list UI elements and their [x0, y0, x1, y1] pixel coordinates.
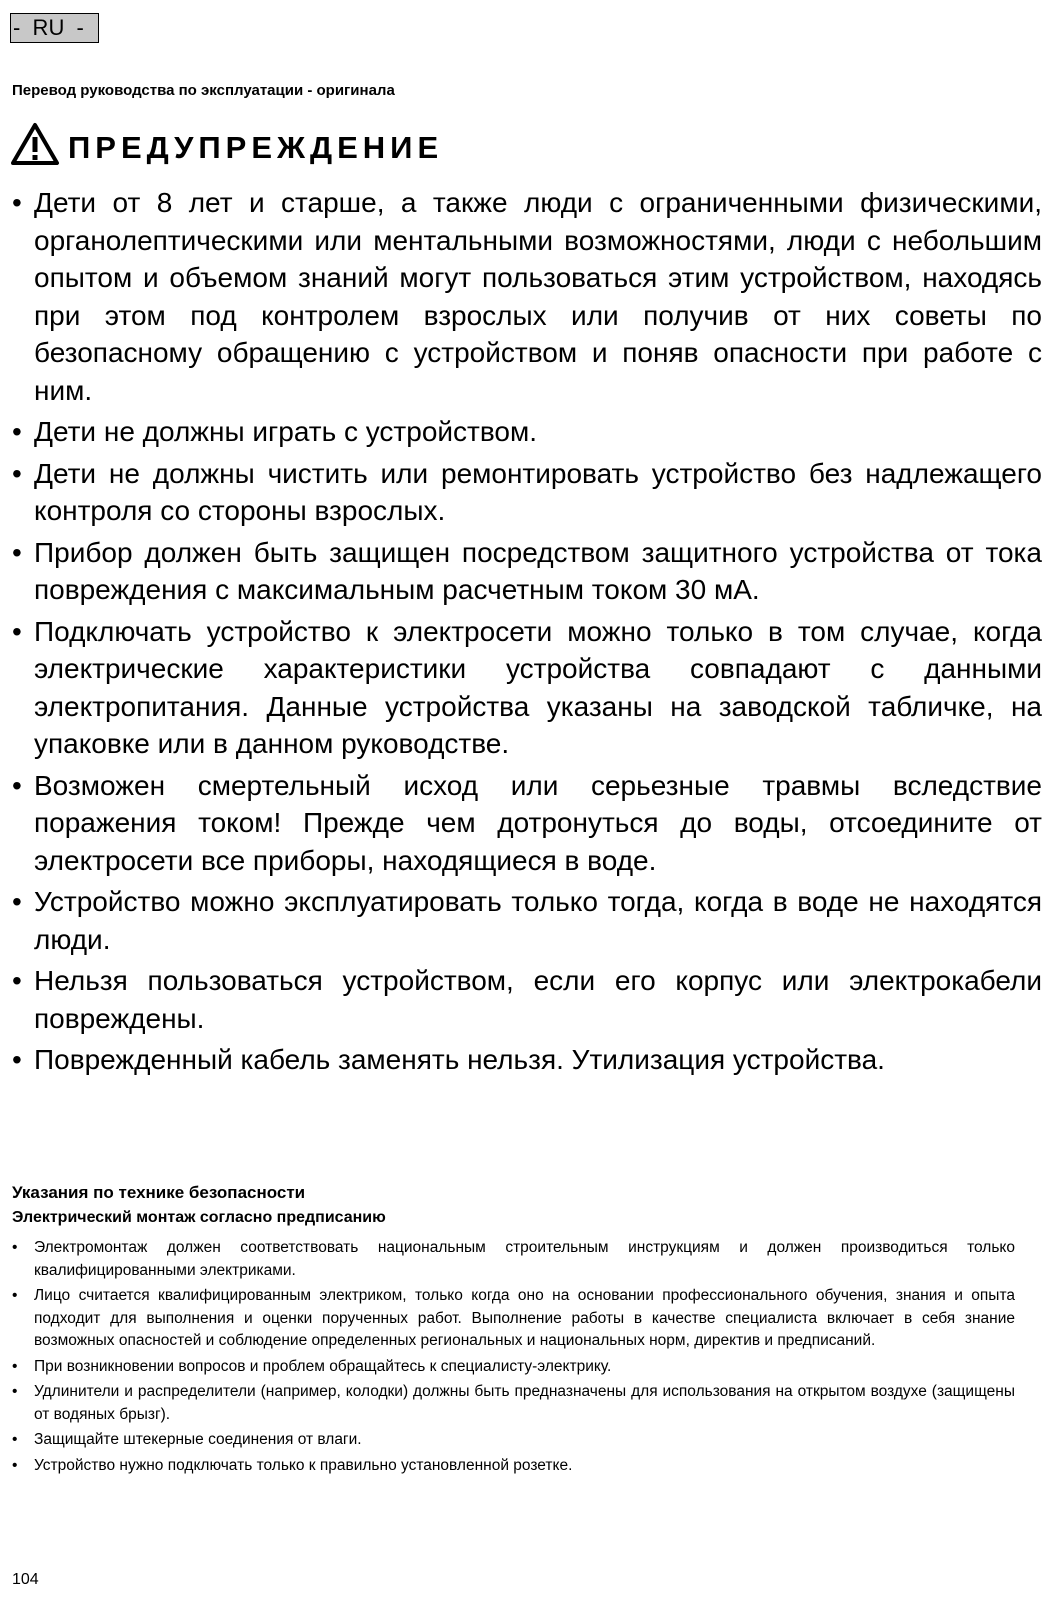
safety-item: • Лицо считается квалифицированным электриком, только когда оно на основании профессионального обучения, знания и опыта подходит для выполнения и оценки порученных работ. Выполнение работы в качестве специалиста включает в себя знание возможных опасностей и соблюдение определенных региональных и национальных норм, директив и предписаний.: [12, 1285, 1015, 1353]
safety-section-title: Указания по технике безопасности: [12, 1183, 306, 1202]
warning-item: • Поврежденный кабель заменять нельзя. Утилизация устройства.: [12, 1041, 1042, 1079]
warning-list: [12, 184, 1042, 1083]
safety-item: • Устройство нужно подключать только к правильно установленной розетке.: [12, 1455, 1015, 1478]
warning-item: • Прибор должен быть защищен посредством защитного устройства от тока повреждения с максимальным расчетным током 30 мА.: [12, 534, 1042, 609]
warning-heading: [10, 122, 443, 166]
warning-triangle-icon: [10, 122, 60, 166]
page-number: 104: [12, 1571, 39, 1588]
warning-item: • Возможен смертельный исход или серьезные травмы вследствие поражения током! Прежде чем дотронуться до воды, отсоедините от электросети все приборы, находящиеся в воде.: [12, 767, 1042, 880]
safety-item: • Защищайте штекерные соединения от влаги.: [12, 1429, 1015, 1452]
warning-item: • Подключать устройство к электросети можно только в том случае, когда электрические характеристики устройства совпадают с данными электропитания. Данные устройства указаны на заводской табличке, на упаковке или в данном руководстве.: [12, 613, 1042, 763]
safety-item: • При возникновении вопросов и проблем обращайтесь к специалисту-электрику.: [12, 1356, 1015, 1379]
warning-title: ПРЕДУПРЕЖДЕНИЕ: [68, 130, 444, 165]
warning-item: • Дети не должны чистить или ремонтировать устройство без надлежащего контроля со стороны взрослых.: [12, 455, 1042, 530]
safety-item: • Удлинители и распределители (например, колодки) должны быть предназначены для использования на открытом воздухе (защищены от водяных брызг).: [12, 1381, 1015, 1426]
document-subtitle: Перевод руководства по эксплуатации - оригинала: [12, 82, 395, 99]
language-tag: - RU -: [10, 13, 99, 43]
warning-item: • Дети не должны играть с устройством.: [12, 413, 1042, 451]
warning-item: • Нельзя пользоваться устройством, если его корпус или электрокабели повреждены.: [12, 962, 1042, 1037]
safety-item: • Электромонтаж должен соответствовать национальным строительным инструкциям и должен производиться только квалифицированными электриками.: [12, 1237, 1015, 1282]
safety-list: [12, 1237, 1015, 1480]
warning-item: • Устройство можно эксплуатировать только тогда, когда в воде не находятся люди.: [12, 883, 1042, 958]
safety-section-subtitle: Электрический монтаж согласно предписанию: [12, 1209, 386, 1226]
warning-item: • Дети от 8 лет и старше, а также люди с ограниченными физическими, органолептическими или ментальными возможностями, люди с небольшим опытом и объемом знаний могут пользоваться этим устройством, находясь при этом под контролем взрослых или получив от них советы по безопасному обращению с устройством и поняв опасности при работе с ним.: [12, 184, 1042, 409]
